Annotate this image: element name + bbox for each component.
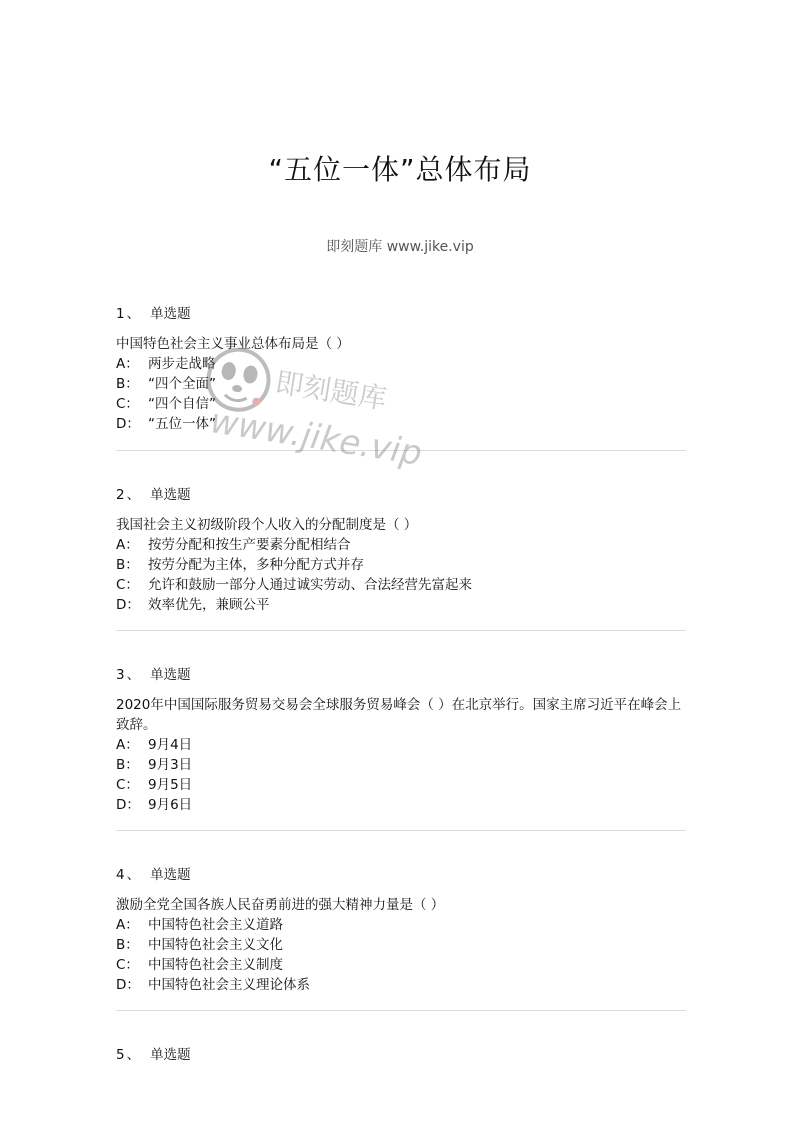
question-stem: 2020年中国国际服务贸易交易会全球服务贸易峰会（ ）在北京举行。国家主席习近平在峰会上致辞。 <box>116 697 682 733</box>
question-stem: 我国社会主义初级阶段个人收入的分配制度是（ ） <box>116 517 418 533</box>
question-2 <box>116 485 686 615</box>
option-text: 9月3日 <box>148 757 193 773</box>
option-letter: B： <box>116 376 139 392</box>
question-number: 2 <box>116 487 125 503</box>
question-stem: 中国特色社会主义事业总体布局是（ ） <box>116 336 350 352</box>
option-letter: C： <box>116 396 139 412</box>
option-letter: C： <box>116 777 139 793</box>
option-c[interactable] <box>116 575 686 595</box>
option-letter: A： <box>116 917 139 933</box>
question-number: 5 <box>116 1047 125 1063</box>
option-a[interactable] <box>116 735 686 755</box>
option-text: 按劳分配为主体，多种分配方式并存 <box>148 557 364 573</box>
option-text: 中国特色社会主义道路 <box>148 917 283 933</box>
option-d[interactable] <box>116 795 686 815</box>
option-text: 9月5日 <box>148 777 193 793</box>
question-divider <box>116 1010 686 1011</box>
option-text: “五位一体” <box>148 416 216 432</box>
option-d[interactable] <box>116 595 686 615</box>
option-text: 中国特色社会主义制度 <box>148 957 283 973</box>
option-a[interactable] <box>116 915 686 935</box>
option-b[interactable] <box>116 374 686 394</box>
option-text: “四个全面” <box>148 376 216 392</box>
option-letter: C： <box>116 957 139 973</box>
option-c[interactable] <box>116 955 686 975</box>
option-text: “四个自信” <box>148 396 216 412</box>
question-separator: 、 <box>126 1047 141 1063</box>
watermark-url: www.jike.vip <box>207 401 425 474</box>
question-1 <box>116 304 686 434</box>
question-number: 1 <box>116 306 125 322</box>
option-letter: A： <box>116 537 139 553</box>
question-divider <box>116 630 686 631</box>
option-letter: D： <box>116 797 140 813</box>
option-letter: B： <box>116 937 139 953</box>
option-b[interactable] <box>116 555 686 575</box>
question-header <box>116 865 686 885</box>
option-text: 允许和鼓励一部分人通过诚实劳动、合法经营先富起来 <box>148 577 472 593</box>
question-5 <box>116 1045 686 1075</box>
option-letter: C： <box>116 577 139 593</box>
question-separator: 、 <box>126 306 141 322</box>
question-stem: 激励全党全国各族人民奋勇前进的强大精神力量是（ ） <box>116 897 445 913</box>
option-text: 9月6日 <box>148 797 193 813</box>
question-number: 3 <box>116 667 125 683</box>
question-separator: 、 <box>126 667 141 683</box>
option-a[interactable] <box>116 354 686 374</box>
question-header <box>116 304 686 324</box>
question-number: 4 <box>116 867 125 883</box>
option-text: 两步走战略 <box>148 356 216 372</box>
question-type: 单选题 <box>150 1047 191 1063</box>
question-type: 单选题 <box>150 487 191 503</box>
option-text: 9月4日 <box>148 737 193 753</box>
option-b[interactable] <box>116 935 686 955</box>
question-type: 单选题 <box>150 667 191 683</box>
option-d[interactable] <box>116 975 686 995</box>
option-text: 按劳分配和按生产要素分配相结合 <box>148 537 351 553</box>
option-text: 中国特色社会主义理论体系 <box>148 977 310 993</box>
option-c[interactable] <box>116 775 686 795</box>
option-letter: D： <box>116 977 140 993</box>
question-4 <box>116 865 686 995</box>
option-d[interactable] <box>116 414 686 434</box>
option-text: 中国特色社会主义文化 <box>148 937 283 953</box>
option-letter: D： <box>116 597 140 613</box>
page-title: “五位一体”总体布局 <box>268 153 532 186</box>
question-divider <box>116 450 686 451</box>
question-type: 单选题 <box>150 306 191 322</box>
watermark-text: 即刻题库 <box>273 365 389 416</box>
question-divider <box>116 830 686 831</box>
option-text: 效率优先，兼顾公平 <box>148 597 270 613</box>
question-3 <box>116 665 686 815</box>
option-b[interactable] <box>116 755 686 775</box>
question-separator: 、 <box>126 487 141 503</box>
question-header <box>116 1045 686 1065</box>
option-a[interactable] <box>116 535 686 555</box>
question-separator: 、 <box>126 867 141 883</box>
option-c[interactable] <box>116 394 686 414</box>
option-letter: D： <box>116 416 140 432</box>
option-letter: B： <box>116 557 139 573</box>
option-letter: B： <box>116 757 139 773</box>
option-letter: A： <box>116 356 139 372</box>
source-line: 即刻题库 www.jike.vip <box>326 239 474 255</box>
question-header <box>116 665 686 685</box>
question-header <box>116 485 686 505</box>
question-type: 单选题 <box>150 867 191 883</box>
option-letter: A： <box>116 737 139 753</box>
